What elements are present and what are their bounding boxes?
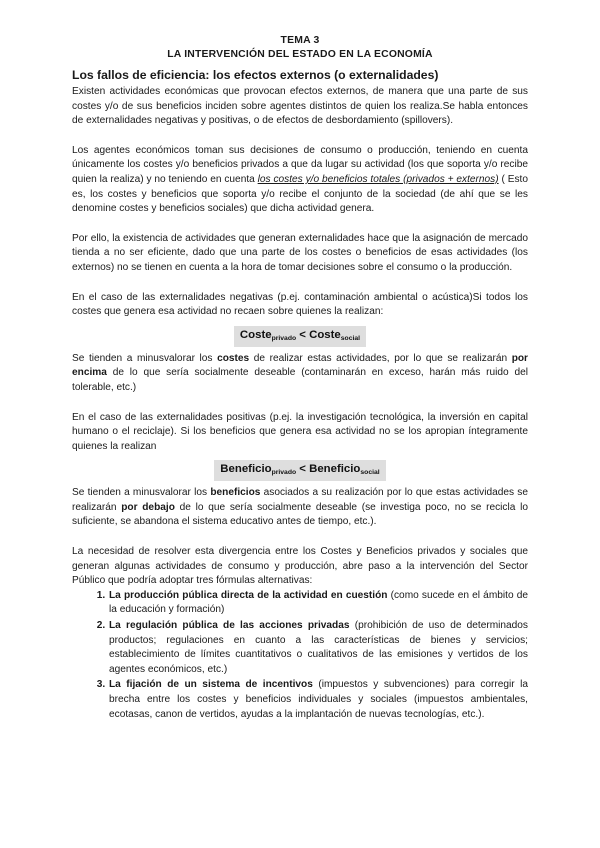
- paragraph-overproduction: [72, 352, 528, 396]
- paragraph-positive-externalities: En el caso de las externalidades positivas (p.ej. la investigación tecnológica, la inversión en capital humano o el reciclaje). Si los beneficios que genera esa actividad no se los apropian íntegramente quienes la realizan: [72, 411, 528, 452]
- text: Se tienden a minusvalorar los: [72, 352, 218, 364]
- bold-text: costes: [217, 352, 250, 364]
- formula-subscript: social: [340, 334, 361, 342]
- list-item-text: (impuestos y subvenciones) para corregir la brecha entre los costes y beneficios individuales y sociales (impuestos ambientales, ecotasas, canon de vertidos, ayudas a la implantación de nuevas tecnologías, etc.).: [109, 679, 528, 720]
- section-heading: Los fallos de eficiencia: los efectos externos (o externalidades): [72, 68, 439, 82]
- text: ( Esto es, los costes y beneficios que soporta y/o recibe el conjunto de la sociedad (de ahí que se les denomine costes y beneficios sociales) que dicha actividad genera.: [72, 173, 528, 215]
- bold-text: por debajo: [121, 501, 175, 513]
- text: Los agentes económicos toman sus decisiones de consumo o producción, teniendo en cuenta únicamente los costes y/o beneficios privados a que da lugar su actividad (los que soporta y/o recibe quien la realiza) y no teniendo en cuenta: [72, 144, 528, 185]
- formula-term: Coste: [309, 328, 341, 341]
- text: de realizar estas actividades, por lo que se realizarán: [249, 352, 512, 364]
- formula-subscript: privado: [271, 334, 297, 342]
- list-item: [108, 619, 528, 677]
- text: asociados a su realización por lo que estas actividades se realizarán: [72, 487, 529, 513]
- text: de lo que sería socialmente deseable (contaminarán en exceso, harán más ruido del tolerable, etc.): [72, 367, 528, 393]
- bold-text: beneficios: [210, 487, 261, 499]
- text: Se tienden a minusvalorar los: [72, 487, 211, 499]
- formula-operator: <: [296, 463, 310, 476]
- paragraph-negative-externalities: En el caso de las externalidades negativas (p.ej. contaminación ambiental o acústica)Si todos los costes que genera esa actividad no recaen sobre quienes la realizan:: [72, 291, 528, 318]
- paragraph-private-costs: [72, 144, 528, 217]
- list-item-title: La fijación de un sistema de incentivos: [109, 679, 313, 691]
- formula-benefit: [72, 459, 528, 481]
- emphasis-total-costs: los costes y/o beneficios totales (privados + externos): [257, 173, 499, 185]
- formula-cost: [72, 325, 528, 347]
- bold-text: por encima: [72, 352, 528, 379]
- formula-benefit-box: [214, 460, 385, 481]
- list-item: [108, 589, 528, 618]
- list-item: [108, 678, 528, 722]
- formula-operator: <: [296, 328, 310, 341]
- text: de lo que sería socialmente deseable (se investiga poco, no se recicla lo suficiente, se abandona el sistema educativo antes de tiempo, etc.).: [72, 501, 528, 528]
- paragraph-underproduction: [72, 486, 528, 530]
- paragraph-public-intervention: La necesidad de resolver esta divergencia entre los Costes y Beneficios privados y sociales que generan algunas actividades de consumo y producción, abre paso a la intervención del Sector Público que podría adoptar tres fórmulas alternativas:: [72, 546, 528, 587]
- formula-term: Beneficio: [220, 463, 272, 476]
- list-item-text: (como sucede en el ámbito de la educación y formación): [109, 589, 528, 616]
- formula-subscript: privado: [271, 469, 297, 477]
- formula-term: Beneficio: [309, 463, 361, 476]
- paragraph-intro: Existen actividades económicas que provocan efectos externos, de manera que una parte de sus costes y/o de sus beneficios inciden sobre agentes distintos de quien los realiza.Se habla entonces de externalidades negativas y positivas, o de efectos de desbordamiento (spillovers).: [72, 86, 528, 127]
- list-item-text: (prohibición de uso de determinados productos; regulaciones en cuanto a las características de bienes y servicios; establecimiento de límites cuantitativos o cualitativos de las emisiones y vertidos de los agentes económicos, etc.): [109, 620, 528, 675]
- list-item-title: La producción pública directa de la actividad en cuestión: [109, 589, 388, 601]
- formula-subscript: social: [360, 469, 380, 477]
- list-item-title: La regulación pública de las acciones privadas: [109, 620, 350, 632]
- document-title: LA INTERVENCIÓN DEL ESTADO EN LA ECONOMÍA: [167, 49, 433, 60]
- paragraph-market-inefficiency: Por ello, la existencia de actividades que generan externalidades hace que la asignación de mercado tienda a no ser eficiente, dado que una parte de los costes o beneficios de esas actividades (los externos) no se tienen en cuenta a la hora de tomar decisiones sobre el consumo o la producción.: [72, 232, 528, 273]
- intervention-list: [72, 589, 528, 722]
- formula-term: Coste: [239, 328, 272, 341]
- document-page: [72, 34, 528, 723]
- formula-cost-box: [234, 326, 366, 347]
- topic-number: TEMA 3: [280, 35, 320, 46]
